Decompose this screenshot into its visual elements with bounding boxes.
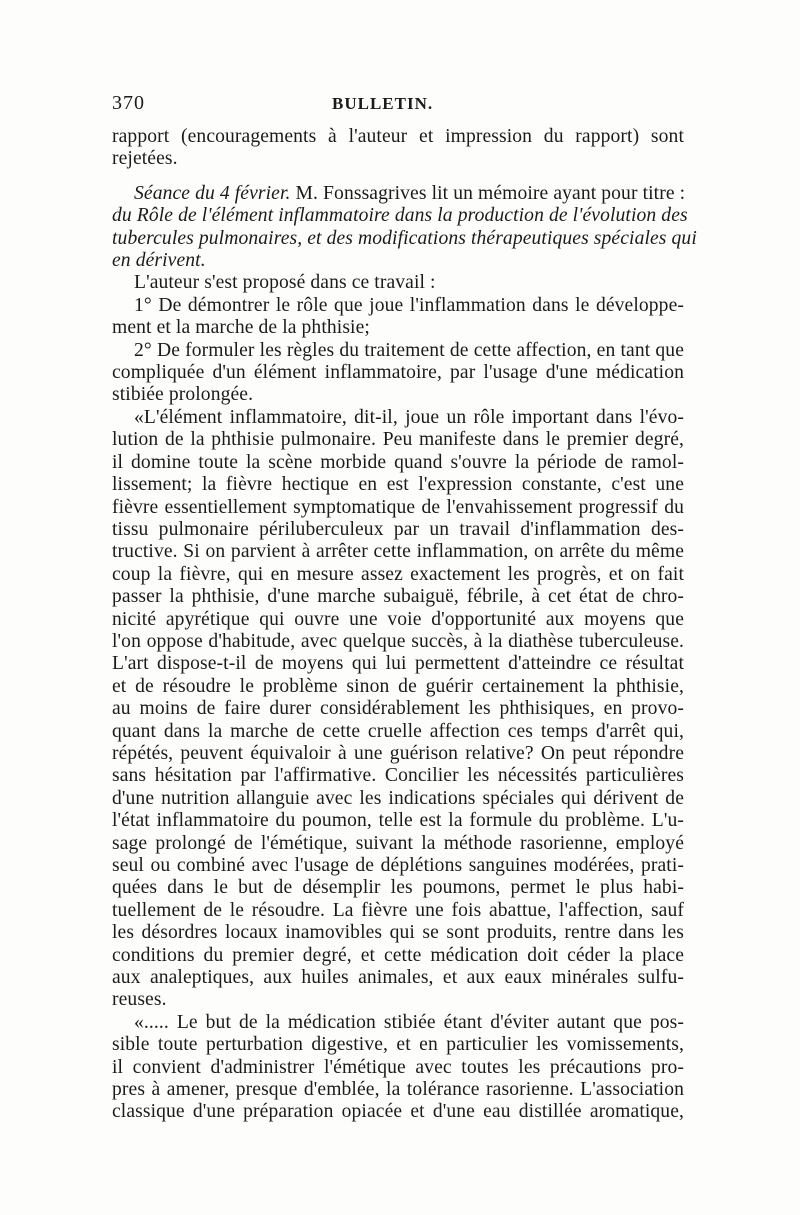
text-line: classique d'une préparation opiacée et d'une eau distillée aromatique, (112, 1101, 684, 1123)
text-line: lissement; la fièvre hectique en est l'expression constante, c'est une (112, 474, 684, 496)
text-line: L'auteur s'est proposé dans ce travail : (134, 272, 436, 294)
text-line: aux analeptiques, aux huiles animales, et aux eaux minérales sulfu- (112, 967, 684, 989)
memoir-title-line: tubercules pulmonaires, et des modifications thérapeutiques spéciales qui (112, 227, 697, 249)
intro-paragraph (112, 126, 684, 171)
text-line: il convient d'administrer l'émétique avec toutes les précautions pro- (112, 1056, 684, 1078)
text-line: quées dans le but de désemplir les poumons, permet le plus habi- (112, 877, 684, 899)
page-number: 370 (112, 92, 145, 114)
text-line: 2° De formuler les règles du traitement de cette affection, en tant que (134, 339, 684, 361)
text-line: il domine toute la scène morbide quand s'ouvre la période de ramol- (112, 451, 684, 473)
text-line: au moins de faire durer considérablement les phthisiques, en provo- (112, 698, 684, 720)
memoir-title-line: du Rôle de l'élément inflammatoire dans la production de l'évolution des (112, 205, 688, 227)
text-line: conditions du premier degré, et cette médication doit céder la place (112, 944, 684, 966)
page-header (112, 92, 684, 126)
text-line: l'état inflammatoire du poumon, telle est la formule du problème. L'u- (112, 810, 684, 832)
session-text: M. Fonssagrives lit un mémoire ayant pour titre : (290, 182, 686, 204)
text-line: lution de la phthisie pulmonaire. Peu manifeste dans le premier degré, (112, 429, 684, 451)
body-text (112, 272, 684, 1123)
session-line (112, 183, 684, 205)
text-line: stibiée prolongée. (112, 384, 254, 406)
text-line: reuses. (112, 989, 167, 1011)
memoir-title-line: en dérivent. (112, 250, 206, 272)
text-line: quant dans la marche de cette cruelle affection ces temps d'arrêt qui, (112, 720, 684, 742)
text-line: tissu pulmonaire périluberculeux par un travail d'inflammation des- (112, 518, 684, 540)
text-line: seul ou combiné avec l'usage de déplétions sanguines modérées, prati- (112, 855, 684, 876)
text-line: nicité apyrétique qui ouvre une voie d'opportunité aux moyens que (112, 608, 684, 630)
text-line: sible toute perturbation digestive, et en particulier les vomissements, (112, 1034, 684, 1056)
text-line: passer la phthisie, d'une marche subaiguë, fébrile, à cet état de chro- (112, 586, 684, 608)
text-line: rapport (encouragements à l'auteur et impression du rapport) sont (112, 126, 684, 147)
page (112, 92, 697, 1124)
text-line: d'une nutrition allanguie avec les indications spéciales qui dérivent de (112, 787, 684, 809)
text-line: sage prolongé de l'émétique, suivant la méthode rasorienne, employé (112, 832, 684, 854)
text-line: fièvre essentiellement symptomatique de l'envahissement progressif du (112, 496, 684, 518)
session-entry (112, 182, 697, 273)
text-line: répétés, peuvent équivaloir à une guérison relative? On peut répondre (112, 742, 684, 764)
text-line: «..... Le but de la médication stibiée étant d'éviter autant que pos- (134, 1011, 684, 1033)
session-date: Séance du 4 février. (134, 182, 291, 204)
spacer (112, 171, 684, 183)
text-line: ment et la marche de la phthisie; (112, 317, 370, 339)
text-line: tructive. Si on parvient à arrêter cette inflammation, on arrête du même (112, 541, 684, 563)
text-line: L'art dispose-t-il de moyens qui lui permettent d'atteindre ce résultat (112, 653, 684, 675)
text-line: l'on oppose d'habitude, avec quelque succès, à la diathèse tuberculeuse. (112, 630, 684, 652)
text-line: compliquée d'un élément inflammatoire, par l'usage d'une médication (112, 362, 684, 384)
text-line: et de résoudre le problème sinon de guérir certainement la phthisie, (112, 675, 684, 697)
text-line: 1° De démontrer le rôle que joue l'inflammation dans le développe- (134, 294, 684, 316)
text-line: coup la fièvre, qui en mesure assez exactement les progrès, et on fait (112, 563, 684, 585)
text-line: sans hésitation par l'affirmative. Concilier les nécessités particulières (112, 765, 684, 787)
text-line: rejetées. (112, 148, 178, 170)
running-title: BULLETIN. (332, 94, 434, 113)
text-line: «L'élément inflammatoire, dit-il, joue un rôle important dans l'évo- (134, 406, 684, 428)
text-line: pres à amener, presque d'emblée, la tolérance rasorienne. L'association (112, 1079, 684, 1101)
text-line: tuellement de le résoudre. La fièvre une fois abattue, l'affection, sauf (112, 899, 684, 921)
text-line: les désordres locaux inamovibles qui se sont produits, rentre dans les (112, 922, 684, 944)
